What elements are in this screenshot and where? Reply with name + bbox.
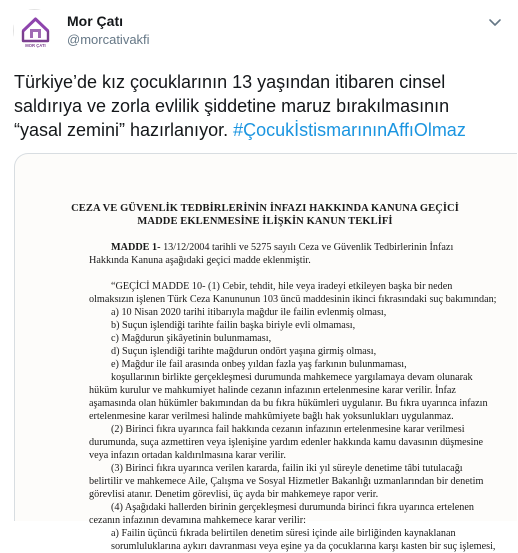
document-line: olmaksızın işlenen Türk Ceza Kanununun 103 üncü maddesinin ikinci fıkrasındaki suç bakımından; (89, 294, 497, 305)
document-line: e) Mağdur ile fail arasında onbeş yıldan fazla yaş farkının bulunmaması, (111, 359, 407, 370)
document-line: d) Suçun işlendiği tarihte mağdurun ondört yaşına girmiş olması, (111, 346, 377, 357)
document-line: hüküm kurulur ve mahkumiyet halinde cezanın infazının ertelenmesine karar verilir. İnfaz (89, 385, 456, 396)
document-line: veya infazın ortadan kaldırılmasına karar verilir. (89, 450, 286, 461)
document-line: Hakkında Kanuna aşağıdaki geçici madde eklenmiştir. (89, 255, 311, 266)
display-name[interactable]: Mor Çatı (67, 13, 123, 29)
document-line: sorumluluklarına aykırı davranması veya eşine ya da çocuklarına karşı kasten bir suç işlemesi, (111, 541, 496, 552)
document-line: “GEÇİCİ MADDE 10- (1) Cebir, tehdit, hile veya iradeyi etkileyen başka bir neden (111, 281, 453, 292)
document-line: cezanın infazının devamına mahkemece karar verilir: (89, 515, 306, 526)
tweet-text-prefix: “yasal zemini” hazırlanıyor. (14, 120, 234, 140)
document-line: ertelenmesine karar verilmesi halinde mahkûmiyete bağlı hak yoksunlukları uygulanmaz. (89, 411, 454, 422)
document-line: a) Failin üçüncü fıkrada belirtilen denetim süresi içinde aile birliğinden kaynaklanan (111, 528, 456, 539)
document-line: b) Suçun işlendiği tarihte failin başka biriyle evli olmaması, (111, 320, 356, 331)
document-article-lead: MADDE 1- (111, 242, 161, 253)
document-line: (4) Aşağıdaki hallerden birinin gerçekleşmesi durumunda birinci fıkra uyarınca ertelenen (111, 502, 474, 513)
tweet-text-line: Türkiye’de kız çocuklarının 13 yaşından itibaren cinsel (14, 72, 446, 92)
user-info[interactable] (67, 12, 150, 48)
avatar-caption: MOR ÇATI (25, 43, 46, 48)
document-title-line-2: MADDE EKLENMESİNE İLİŞKİN KANUN TEKLİFİ (137, 216, 393, 227)
document-line: aşamasında olan hükümler bakımından da bu fıkra hükümleri uygulanır. Bu fıkra uyarınca infazın (89, 398, 488, 409)
document-article-line (111, 241, 453, 254)
hashtag-link[interactable]: #ÇocukİstismarınınAffıOlmaz (233, 120, 466, 140)
document-line: durumunda, suça azmettiren veya işlenişine yardım edenler hakkında kamu davasının düşmesine (89, 437, 484, 448)
tweet-text-line: saldırıya ve zorla evlilik şiddetine maruz bırakılmasının (14, 96, 450, 116)
document-line: c) Mağdurun şikâyetinin bulunmaması, (111, 333, 272, 344)
tweet-text (14, 70, 517, 142)
tweet-text-line (14, 118, 517, 142)
document-line: (3) Birinci fıkra uyarınca verilen kararda, failin iki yıl süreyle denetime tâbi tutulacağı (111, 463, 463, 474)
avatar[interactable] (13, 9, 56, 52)
tweet-media-image[interactable] (14, 153, 517, 552)
document-line: belirtilir ve mahkemece Aile, Çalışma ve Sosyal Hizmetler Bakanlığı uzmanlarından bir denetim (89, 476, 484, 487)
document-line: görevlisi atanır. Denetim görevlisi, üç ayda bir mahkemeye rapor verir. (89, 489, 379, 500)
document-title-line-1: CEZA VE GÜVENLİK TEDBİRLERİNİN İNFAZI HAKKINDA KANUNA GEÇİCİ (71, 203, 459, 214)
document-line: koşullarının birlikte gerçekleşmesi durumunda mahkemece yargılamaya devam olunarak (111, 372, 473, 383)
document-line: a) 10 Nisan 2020 tarihi itibarıyla mağdur ile failin evlenmiş olması, (111, 307, 387, 318)
user-handle[interactable]: @morcativakfi (67, 32, 150, 47)
document-article-rest: 13/12/2004 tarihli ve 5275 sayılı Ceza ve Güvenlik Tedbirlerinin İnfazı (160, 242, 454, 253)
chevron-down-icon[interactable] (487, 14, 503, 30)
document-scan (15, 154, 518, 552)
mor-cati-logo-icon (14, 10, 57, 53)
document-line: (2) Birinci fıkra uyarınca fail hakkında cezanın infazının ertelenmesine karar verilmesi (111, 424, 465, 435)
